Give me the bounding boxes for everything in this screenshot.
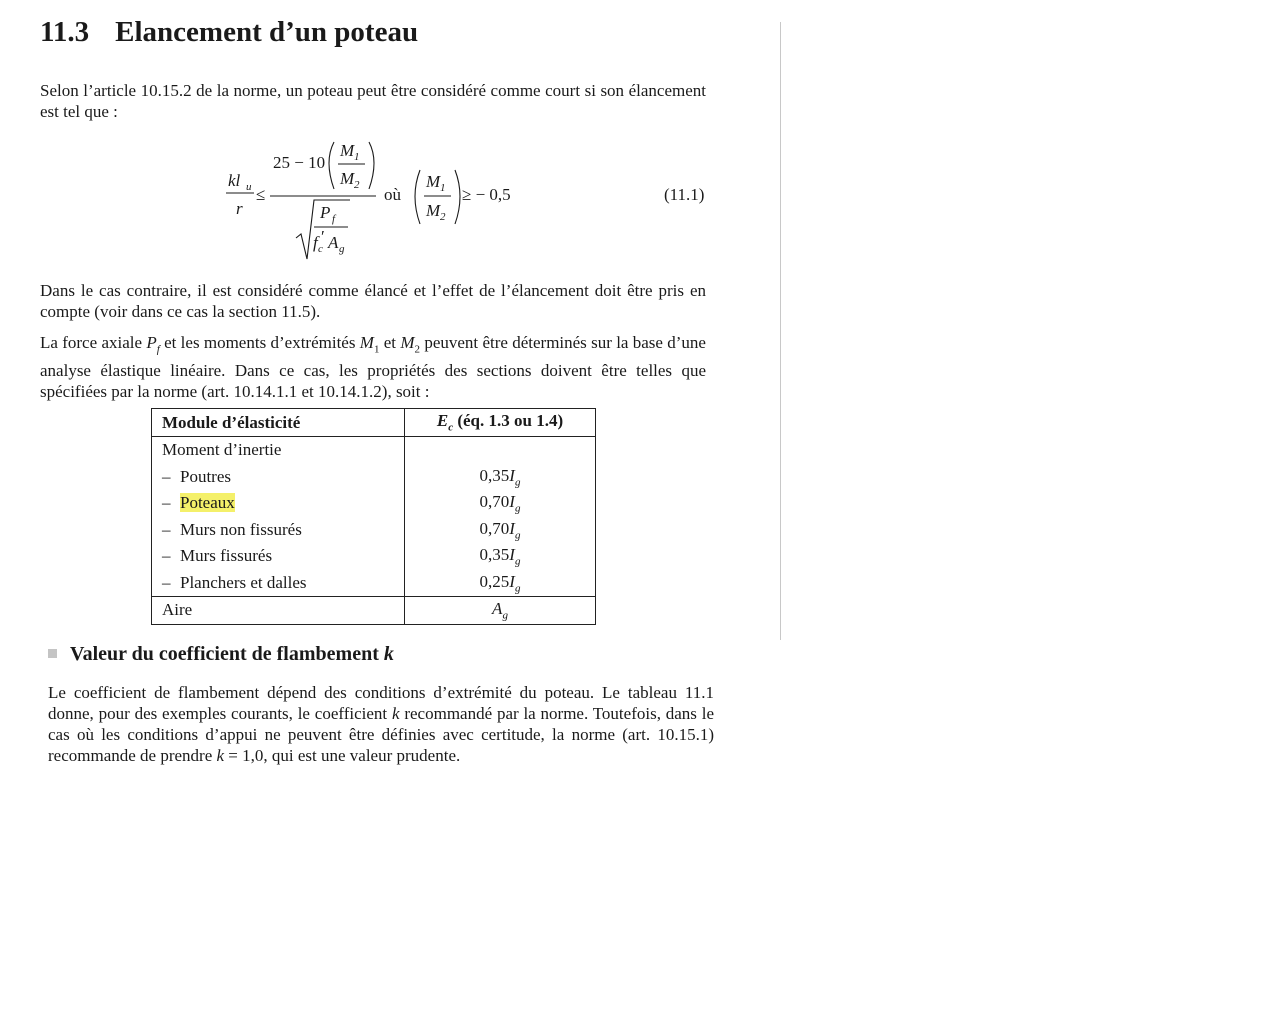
- eq-den-ag-sub: g: [339, 243, 345, 255]
- eq-leq: ≤: [256, 185, 266, 204]
- row-label: [152, 490, 405, 517]
- row-value: [405, 517, 596, 544]
- area-sub: g: [502, 609, 508, 622]
- eq-num-const: 25 − 10: [273, 153, 326, 172]
- column-divider: [780, 22, 781, 640]
- p4-text-a: Le coefficient de flambement dépend des conditions d’extrémité du poteau. Le tableau 11.1 donne, pour des exemples courants, le coefficient: [48, 683, 714, 723]
- p3-m1-sub: 1: [373, 343, 380, 356]
- eq-cond-m1-sub: 1: [440, 182, 446, 194]
- group-value: [405, 437, 596, 464]
- row-symbol: I: [509, 571, 515, 591]
- equation-number: (11.1): [664, 185, 705, 204]
- section-properties-table: [151, 408, 596, 625]
- p4-k1: k: [391, 704, 400, 723]
- paragraph-slender: Dans le cas contraire, il est considéré comme élancé et l’effet de l’élancement doit être pris en compte (voir dans ce cas la section 11.5).: [40, 281, 706, 321]
- row-dash: –: [162, 572, 171, 592]
- area-symbol: A: [492, 599, 503, 619]
- table-group-row: [152, 437, 596, 464]
- eq-den-fc: f: [313, 233, 318, 252]
- header-ec: [405, 409, 596, 437]
- p3-pf: P: [146, 333, 157, 352]
- row-coef: 0,35: [479, 465, 510, 485]
- paragraph-intro: Selon l’article 10.15.2 de la norme, un poteau peut être considéré comme court si son élancement est tel que :: [40, 81, 706, 121]
- p3-pf-sub: f: [156, 343, 160, 356]
- group-label: Moment d’inertie: [152, 437, 405, 464]
- row-coef: 0,25: [479, 571, 510, 591]
- table-row: [152, 490, 596, 517]
- row-label: [152, 570, 405, 597]
- header-ec-symbol: E: [436, 411, 449, 431]
- row-label-text: Murs non fissurés: [180, 519, 302, 539]
- equation-11-1: [224, 134, 534, 264]
- p3-m2-sub: 2: [414, 343, 421, 356]
- row-symbol: I: [509, 465, 515, 485]
- row-symbol: I: [509, 545, 515, 565]
- row-label: [152, 517, 405, 544]
- area-label: Aire: [152, 597, 405, 625]
- header-modulus: Module d’élasticité: [152, 409, 405, 437]
- p3-m1: M: [359, 333, 374, 352]
- eq-lhs-num: kl: [228, 171, 241, 190]
- table-area-row: [152, 597, 596, 625]
- eq-num-m1-sub: 1: [354, 151, 360, 163]
- row-dash: –: [162, 466, 171, 486]
- eq-cond-m2-sub: 2: [440, 211, 446, 223]
- eq-cond-m2: M: [426, 201, 441, 220]
- row-symbol: I: [509, 492, 515, 512]
- eq-ou: où: [384, 185, 401, 204]
- row-label-text: Poutres: [180, 466, 231, 486]
- section-number: 11.3: [40, 16, 90, 48]
- row-dash: –: [162, 493, 171, 513]
- subheading-text: Valeur du coefficient de flambement: [70, 643, 384, 665]
- table-row: [152, 570, 596, 597]
- square-bullet-icon: [48, 649, 57, 658]
- row-label-text: Planchers et dalles: [180, 572, 307, 592]
- eq-den-pf: P: [320, 203, 331, 222]
- row-value: [405, 490, 596, 517]
- section-title-text: Elancement d’un poteau: [115, 16, 419, 48]
- table-row: [152, 517, 596, 544]
- area-value: [405, 597, 596, 625]
- row-label: [152, 543, 405, 570]
- row-value: [405, 464, 596, 491]
- row-coef: 0,35: [479, 545, 510, 565]
- table-header-row: [152, 409, 596, 437]
- p3-text-a: La force axiale: [40, 333, 147, 352]
- row-label-text: Poteaux: [180, 493, 235, 513]
- row-sub: g: [514, 475, 521, 488]
- eq-den-fc-sub: c: [318, 243, 323, 255]
- eq-geq: ≥ − 0,5: [462, 185, 511, 204]
- p3-m2: M: [400, 333, 415, 352]
- p3-text-b: et les moments d’extrémités: [159, 333, 360, 352]
- eq-cond-m1: M: [426, 172, 441, 191]
- p3-text-c: et: [379, 333, 401, 352]
- eq-num-m1: M: [340, 141, 355, 160]
- subheading-symbol: k: [383, 643, 394, 665]
- table-row: [152, 464, 596, 491]
- eq-lhs-num-sub: u: [246, 181, 252, 193]
- eq-den-pf-sub: f: [332, 213, 336, 225]
- header-ec-rest: (éq. 1.3 ou 1.4): [453, 411, 564, 431]
- row-value: [405, 570, 596, 597]
- row-sub: g: [514, 502, 521, 515]
- row-symbol: I: [509, 518, 515, 538]
- p4-k2: k: [216, 746, 225, 765]
- row-coef: 0,70: [479, 492, 510, 512]
- header-ec-sub: c: [448, 421, 454, 434]
- row-sub: g: [514, 555, 521, 568]
- row-dash: –: [162, 519, 171, 539]
- table-row: [152, 543, 596, 570]
- eq-num-m2-sub: 2: [354, 179, 360, 191]
- eq-lhs-den: r: [236, 199, 243, 218]
- row-dash: –: [162, 546, 171, 566]
- eq-den-prime: ′: [321, 227, 325, 246]
- eq-den-ag: A: [328, 233, 339, 252]
- p4-text-b: recommandé par la norme. Toutefois, dans le cas où les conditions d’appui ne peuvent être définies avec certitude, la norme (art. 10.15.1) recommande de prendre: [48, 704, 714, 765]
- paragraph-forces: [40, 332, 706, 402]
- row-value: [405, 543, 596, 570]
- eq-num-m2: M: [340, 169, 355, 188]
- row-sub: g: [514, 581, 521, 594]
- row-coef: 0,70: [479, 518, 510, 538]
- row-label-text: Murs fissurés: [180, 546, 273, 566]
- row-label: [152, 464, 405, 491]
- paragraph-buckling: [48, 682, 714, 766]
- subheading: [48, 643, 394, 666]
- p4-text-c: = 1,0, qui est une valeur prudente.: [224, 746, 461, 765]
- row-sub: g: [514, 528, 521, 541]
- section-title: [40, 16, 418, 49]
- p3-text-d: peuvent être déterminés sur la base d’une analyse élastique linéaire. Dans ce cas, les propriétés des sections doivent être telles que spécifiées par la norme (art. 10.14.1.1 et 10.14.1.2), soit :: [40, 333, 706, 402]
